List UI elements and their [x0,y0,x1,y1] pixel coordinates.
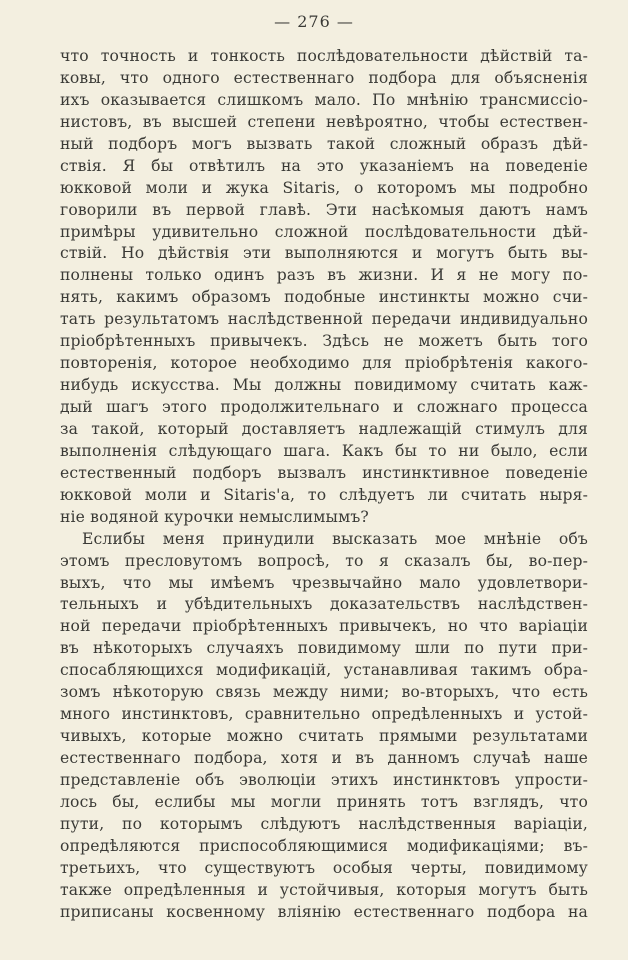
text-line: нистовъ, въ высшей степени невѣроятно, чтобы естествен- [60,112,588,131]
text-line: опредѣляются приспособляющимися модификаціями; въ- [60,836,588,855]
text-line: ствій. Но дѣйствія эти выполняются и могутъ быть вы- [60,244,588,263]
text-line: юкковой моли и жука Sitaris, о которомъ мы подробно [60,178,588,197]
text-line: ный подборъ могъ вызвать такой сложный образъ дѣй- [60,134,588,153]
text-line: выполненія слѣдующаго шага. Какъ бы то ни было, если [60,441,588,460]
text-line: представленіе объ эволюціи этихъ инстинктовъ упрости- [60,770,588,789]
text-line: повторенія, которое необходимо для пріобрѣтенія какого- [60,354,588,373]
text-line: тать результатомъ наслѣдственной передачи индивидуально [60,310,588,329]
text-line: естественный подборъ вызвалъ инстинктивное поведеніе [60,463,588,482]
body-text [60,46,588,924]
text-line: полнены только одинъ разъ въ жизни. И я не могу по- [60,266,588,285]
text-line: ной передачи пріобрѣтенныхъ привычекъ, но что варіаціи [60,617,588,636]
text-line: выхъ, что мы имѣемъ чрезвычайно мало удовлетвори- [60,573,588,592]
text-line: ствія. Я бы отвѣтилъ на это указаніемъ на поведеніе [60,156,588,175]
text-line: естественнаго подбора, хотя и въ данномъ случаѣ наше [60,749,588,767]
text-line: зомъ нѣкоторую связь между ними; во-вторыхъ, что есть [60,683,588,702]
text-line: ихъ оказывается слишкомъ мало. По мнѣнію трансмиссіо- [60,90,588,109]
text-line: дый шагъ этого продолжительнаго и сложнаго процесса [60,398,588,416]
text-line-paragraph-start: Еслибы меня принудили высказать мое мнѣніе объ [82,529,588,548]
text-line: третьихъ, что существуютъ особыя черты, повидимому [60,858,588,877]
text-line: въ нѣкоторыхъ случаяхъ повидимому шли по пути при- [60,639,588,658]
text-line: спосабляющихся модификацій, устанавливая такимъ обра- [60,661,588,680]
text-line: ковы, что одного естественнаго подбора для объясненія [60,68,588,87]
text-line: юкковой моли и Sitaris'а, то слѣдуетъ ли считать ныря- [60,485,588,504]
page-number: — 276 — [274,12,354,31]
text-line: тельныхъ и убѣдительныхъ доказательствъ наслѣдствен- [60,595,588,614]
text-line: этомъ пресловутомъ вопросѣ, то я сказалъ бы, во-пер- [60,551,588,570]
text-line: много инстинктовъ, сравнительно опредѣленныхъ и устой- [60,705,588,724]
text-line: за такой, который доставляетъ надлежащій стимулъ для [60,419,588,438]
text-line: пріобрѣтенныхъ привычекъ. Здѣсь не можетъ быть того [60,332,588,351]
text-line: что точность и тонкость послѣдовательности дѣйствій та- [60,47,588,65]
text-line: нять, какимъ образомъ подобные инстинкты можно счи- [60,288,588,307]
text-line: чивыхъ, которые можно считать прямыми результатами [60,727,588,746]
text-line: говорили въ первой главѣ. Эти насѣкомыя даютъ намъ [60,200,588,219]
text-line: ніе водяной курочки немыслимымъ? [60,507,369,526]
text-line: лось бы, еслибы мы могли принять тотъ взглядъ, что [60,792,588,811]
text-line: примѣры удивительно сложной послѣдовательности дѣй- [60,222,588,241]
text-line: пути, по которымъ слѣдуютъ наслѣдственныя варіаціи, [60,814,588,833]
text-line: нибудь искусства. Мы должны повидимому считать каж- [60,376,588,395]
text-line: также опредѣленныя и устойчивыя, которыя могутъ быть [60,880,588,899]
text-line: приписаны косвенному вліянію естественнаго подбора на [60,902,588,921]
